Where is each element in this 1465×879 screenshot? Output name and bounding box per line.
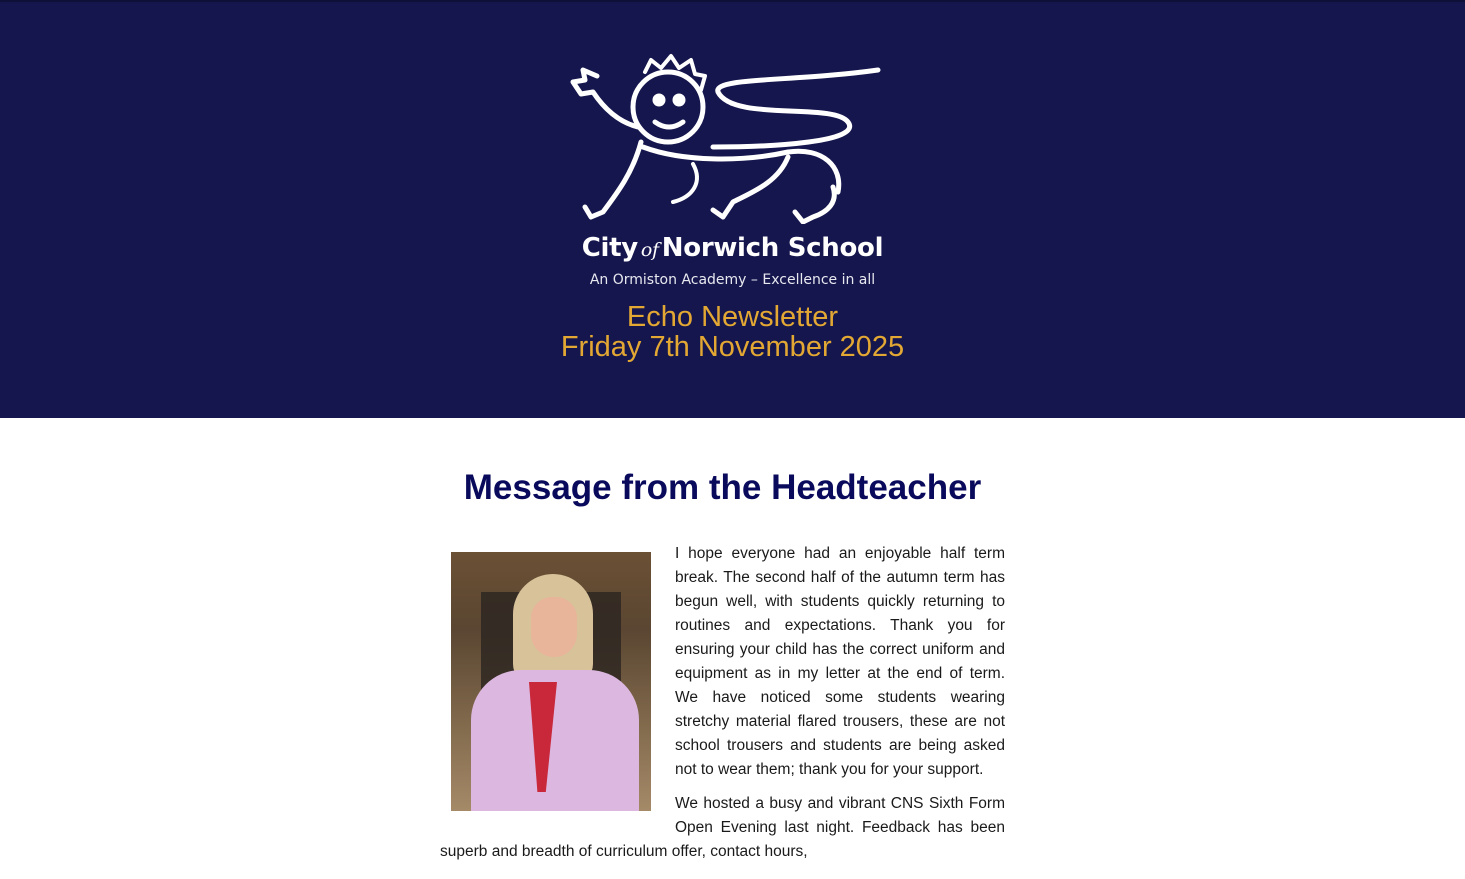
message-paragraph: We hosted a busy and vibrant CNS Sixth Form Open Evening last night. Feedback has been superb and breadth of curriculum offer, contact hours,	[440, 795, 1005, 860]
school-tagline: An Ormiston Academy – Excellence in all	[589, 272, 876, 288]
message-paragraph: I hope everyone had an enjoyable half term break. The second half of the autumn term has begun well, with students quickly returning to routines and expectations. Thank you for ensuring your child has the correct uniform and equipment as in my letter at the end of term. We have noticed some students wearing stretchy material flared trousers, these are not school trousers and students are being asked not to wear them; thank you for your support.	[675, 545, 1005, 778]
school-name	[0, 233, 1465, 263]
newsletter-date: Friday 7th November 2025	[560, 331, 905, 363]
lion-passant-icon	[563, 52, 883, 224]
school-name-city: City	[581, 233, 638, 263]
photo-face	[531, 597, 577, 657]
headteacher-message	[440, 542, 1005, 874]
newsletter-title: Echo Newsletter	[626, 301, 839, 333]
section-title: Message from the Headteacher	[463, 468, 982, 507]
newsletter-header	[0, 0, 1465, 418]
school-name-of: of	[640, 239, 659, 261]
school-name-norwich: Norwich School	[661, 233, 884, 263]
headteacher-photo	[451, 552, 651, 811]
